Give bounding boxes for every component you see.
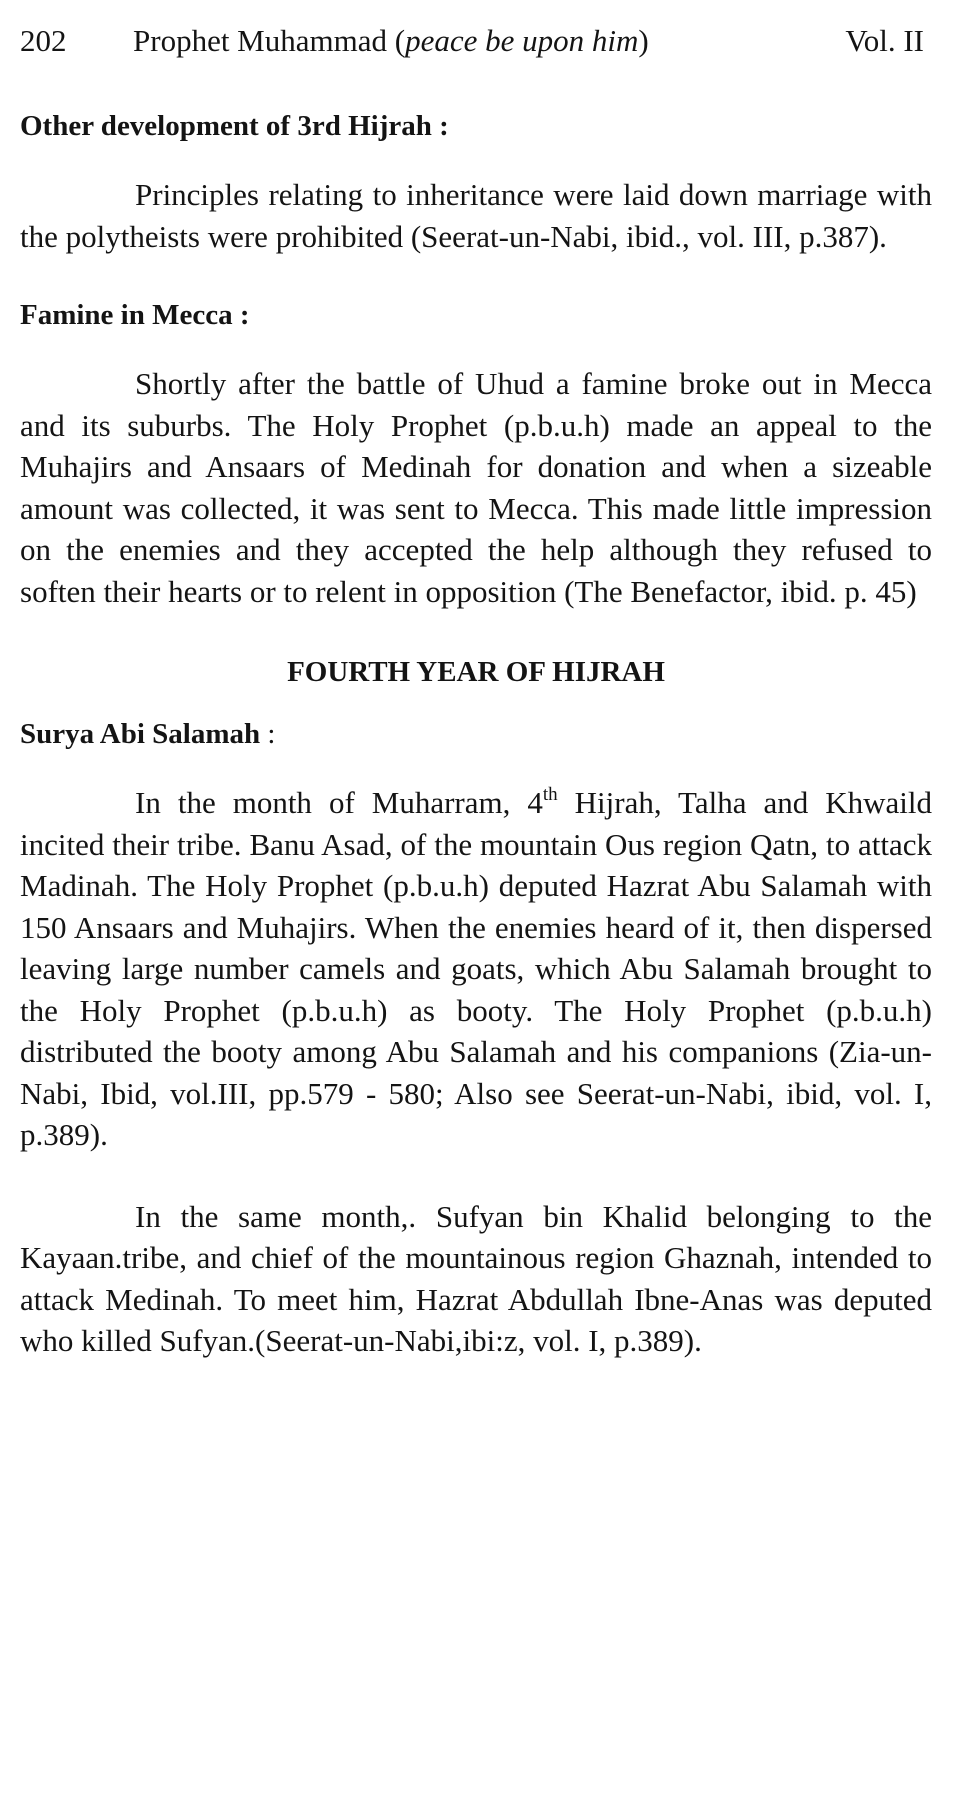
book-title-italic: peace be upon him [405, 23, 639, 58]
heading-colon: : [260, 718, 276, 750]
ordinal-suffix: th [542, 784, 558, 805]
paragraph-muharram-start: In the month of Muharram, 4 [135, 785, 543, 820]
book-page [20, 14, 932, 1362]
heading-famine-text: Famine in Mecca [20, 299, 233, 331]
heading-fourth-year: FOURTH YEAR OF HIJRAH [287, 656, 665, 688]
running-header [20, 14, 932, 68]
heading-colon: : [431, 110, 449, 142]
book-title [133, 14, 649, 68]
book-title-close: ) [638, 23, 649, 58]
heading-other-development-text: Other development of 3rd Hijrah [20, 110, 432, 142]
page-number: 202 [20, 23, 67, 58]
volume-label: Vol. II [845, 23, 924, 58]
paragraph-famine: Shortly after the battle of Uhud a famine broke out in Mecca and its suburbs. The Holy Prophet (p.b.u.h) made an appeal to the Muhajirs and Ansaars of Medinah for donation and when a sizeable amount was collected, it was sent to Mecca. This made little impression on the enemies and they accepted the help although they refused to soften their hearts or to relent in opposition (The Benefactor, ibid. p. 45) [20, 366, 932, 609]
book-title-text: Prophet Muhammad ( [133, 23, 406, 58]
paragraph-muharram-rest: Hijrah, Talha and Khwaild incited their tribe. Banu Asad, of the mountain Ous region Qatn, to attack Madinah. The Holy Prophet (p.b.u.h) deputed Hazrat Abu Salamah with 150 Ansaars and Muhajirs. When the enemies heard of it, then dispersed leaving large number camels and goats, which Abu Salamah brought to the Holy Prophet (p.b.u.h) as booty. The Holy Prophet (p.b.u.h) distributed the booty among Abu Salamah and his companions (Zia-un-Nabi, Ibid, vol.III, pp.579 - 580; Also see Seerat-un-Nabi, ibid, vol. I, p.389). [20, 785, 932, 1152]
paragraph-sufyan: In the same month,. Sufyan bin Khalid belonging to the Kayaan.tribe, and chief of the mountainous region Ghaznah, intended to attack Medinah. To meet him, Hazrat Abdullah Ibne-Anas was deputed who killed Sufyan.(Seerat-un-Nabi,ibi:z, vol. I, p.389). [20, 1198, 932, 1358]
paragraph-inheritance: Principles relating to inheritance were laid down marriage with the polytheists were prohibited (Seerat-un-Nabi, ibid., vol. III, p.387). [20, 177, 932, 254]
heading-surya-abi-salamah [20, 714, 932, 754]
heading-colon: : [232, 299, 250, 331]
heading-other-development [20, 106, 932, 146]
heading-famine [20, 295, 932, 335]
heading-surya-text: Surya Abi Salamah [20, 718, 261, 750]
paragraph-muharram [20, 782, 932, 1156]
